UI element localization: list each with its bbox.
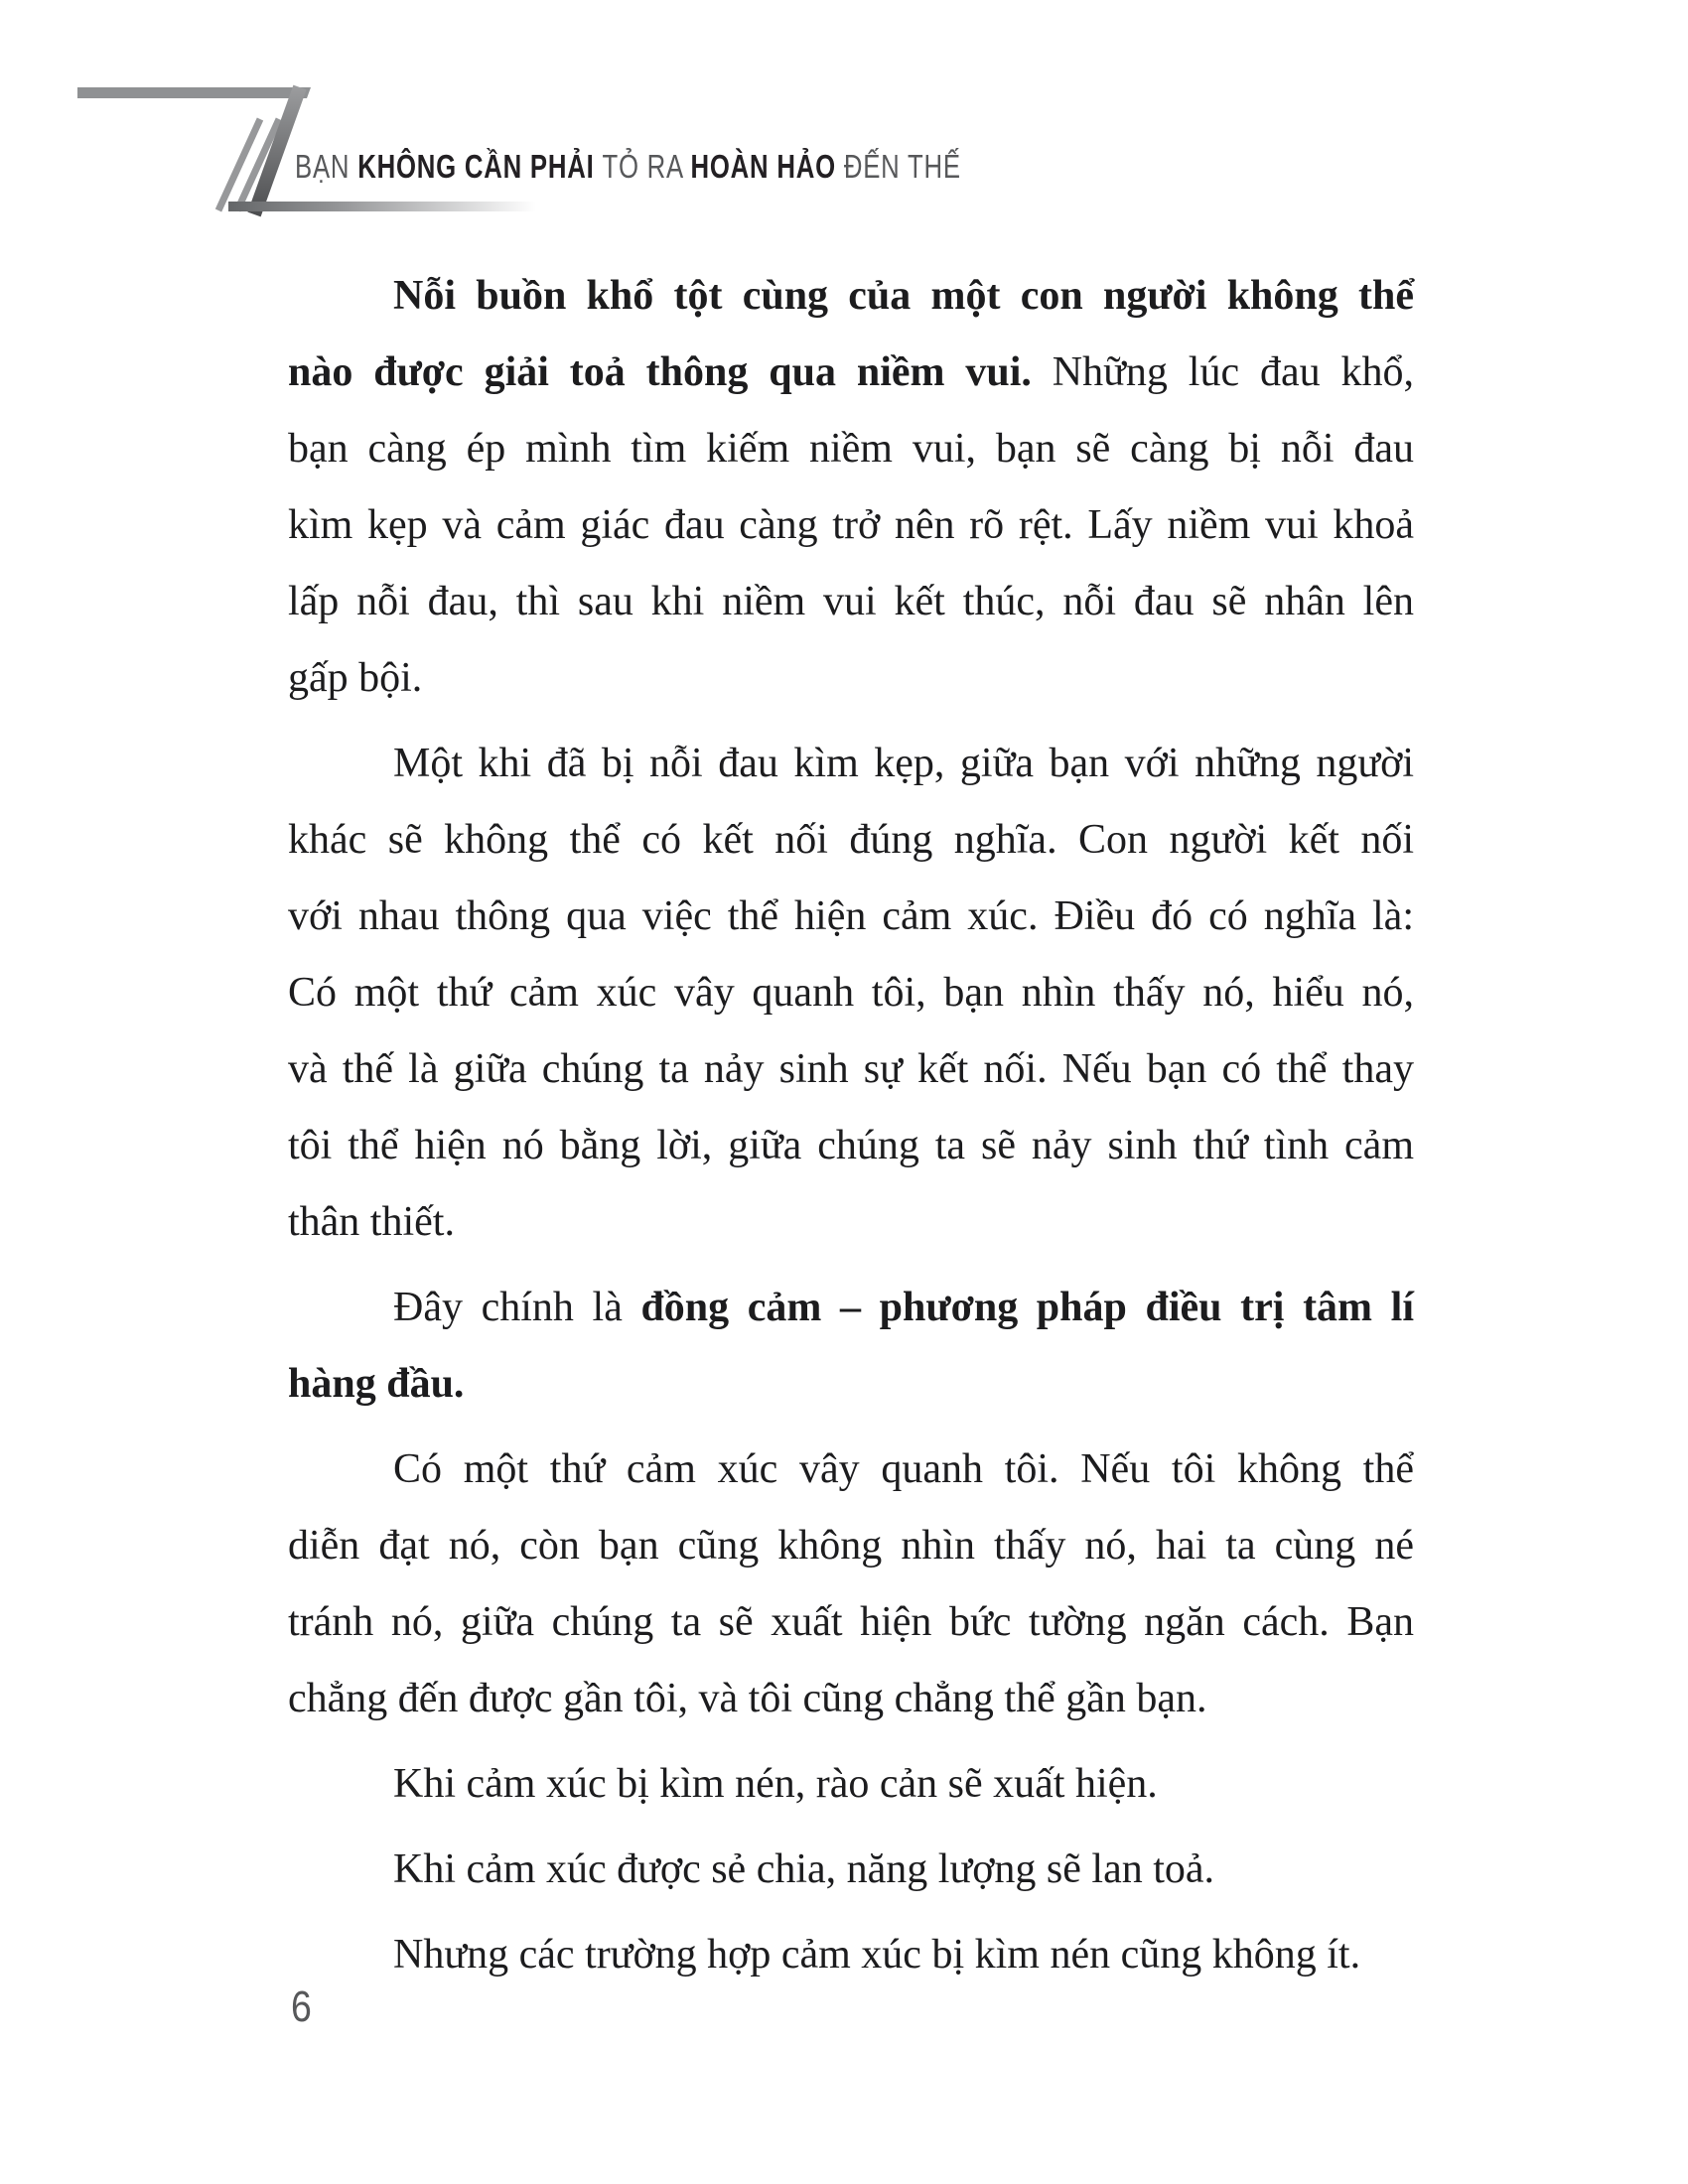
text-line (288, 1270, 1414, 1346)
text-line (288, 258, 1414, 335)
paragraph (288, 258, 1414, 717)
title-light-segment: ĐẾN THẾ (843, 148, 961, 185)
text-line (288, 726, 1414, 802)
text-line (288, 411, 1414, 487)
text-line (288, 564, 1414, 640)
bold-text-segment: Nỗi buồn khổ tột cùng của một con người không thể (393, 273, 1414, 319)
header-fade-rule (228, 202, 536, 211)
text-line (288, 1584, 1414, 1661)
bold-text-segment: hàng đầu. (288, 1361, 465, 1407)
title-light-segment: TỎ RA (602, 148, 691, 185)
text-line (288, 802, 1414, 879)
text-line (288, 1661, 1414, 1737)
text-segment: Đây chính là (393, 1285, 641, 1330)
paragraph (288, 1746, 1414, 1823)
text-line (288, 1917, 1414, 1993)
text-line (288, 1184, 1414, 1261)
text-line (288, 335, 1414, 411)
text-segment: diễn đạt nó, còn bạn cũng không nhìn thấy nó, hai ta cùng né (288, 1523, 1414, 1569)
paragraph (288, 726, 1414, 1261)
bold-text-segment: đồng cảm – phương pháp điều trị tâm lí (640, 1285, 1414, 1330)
text-segment: với nhau thông qua việc thể hiện cảm xúc. Điều đó có nghĩa là: (288, 893, 1414, 939)
text-line (288, 1508, 1414, 1584)
title-bold-segment: KHÔNG CẦN PHẢI (357, 148, 603, 185)
text-segment: kìm kẹp và cảm giác đau càng trở nên rõ rệt. Lấy niềm vui khoả (288, 502, 1414, 548)
text-line (288, 1832, 1414, 1908)
text-segment: Những lúc đau khổ, (1031, 349, 1414, 395)
paragraph (288, 1832, 1414, 1908)
paragraph (288, 1432, 1414, 1737)
text-line (288, 1031, 1414, 1108)
running-head-title (295, 148, 961, 186)
text-line (288, 640, 1414, 717)
text-segment: và thế là giữa chúng ta nảy sinh sự kết nối. Nếu bạn có thể thay (288, 1046, 1414, 1092)
text-segment: khác sẽ không thể có kết nối đúng nghĩa. Con người kết nối (288, 817, 1414, 863)
page-number: 6 (291, 1982, 312, 2031)
paragraph (288, 1917, 1414, 1993)
text-segment: chẳng đến được gần tôi, và tôi cũng chẳng thể gần bạn. (288, 1676, 1207, 1721)
header-rule-bar (77, 87, 311, 98)
text-line (288, 1746, 1414, 1823)
text-line (288, 955, 1414, 1031)
text-segment: Có một thứ cảm xúc vây quanh tôi, bạn nhìn thấy nó, hiểu nó, (288, 970, 1414, 1016)
text-line (288, 487, 1414, 564)
text-segment: thân thiết. (288, 1199, 455, 1245)
paragraph (288, 1270, 1414, 1423)
text-segment: Nhưng các trường hợp cảm xúc bị kìm nén cũng không ít. (393, 1932, 1361, 1978)
text-segment: Có một thứ cảm xúc vây quanh tôi. Nếu tôi không thể (393, 1446, 1414, 1492)
text-segment: Khi cảm xúc bị kìm nén, rào cản sẽ xuất hiện. (393, 1761, 1158, 1807)
bold-text-segment: nào được giải toả thông qua niềm vui. (288, 349, 1032, 395)
text-segment: bạn càng ép mình tìm kiếm niềm vui, bạn sẽ càng bị nỗi đau (288, 426, 1414, 472)
text-segment: Khi cảm xúc được sẻ chia, năng lượng sẽ lan toả. (393, 1846, 1215, 1892)
text-line (288, 879, 1414, 955)
text-line (288, 1108, 1414, 1184)
text-segment: gấp bội. (288, 655, 423, 701)
body-text (288, 258, 1414, 1993)
text-line (288, 1346, 1414, 1423)
text-segment: tôi thể hiện nó bằng lời, giữa chúng ta sẽ nảy sinh thứ tình cảm (288, 1123, 1414, 1168)
text-segment: lấp nỗi đau, thì sau khi niềm vui kết thúc, nỗi đau sẽ nhân lên (288, 579, 1414, 624)
title-bold-segment: HOÀN HẢO (690, 148, 844, 185)
text-segment: tránh nó, giữa chúng ta sẽ xuất hiện bức tường ngăn cách. Bạn (288, 1599, 1414, 1645)
text-segment: Một khi đã bị nỗi đau kìm kẹp, giữa bạn với những người (393, 741, 1414, 786)
title-light-segment: BẠN (295, 148, 358, 185)
text-line (288, 1432, 1414, 1508)
